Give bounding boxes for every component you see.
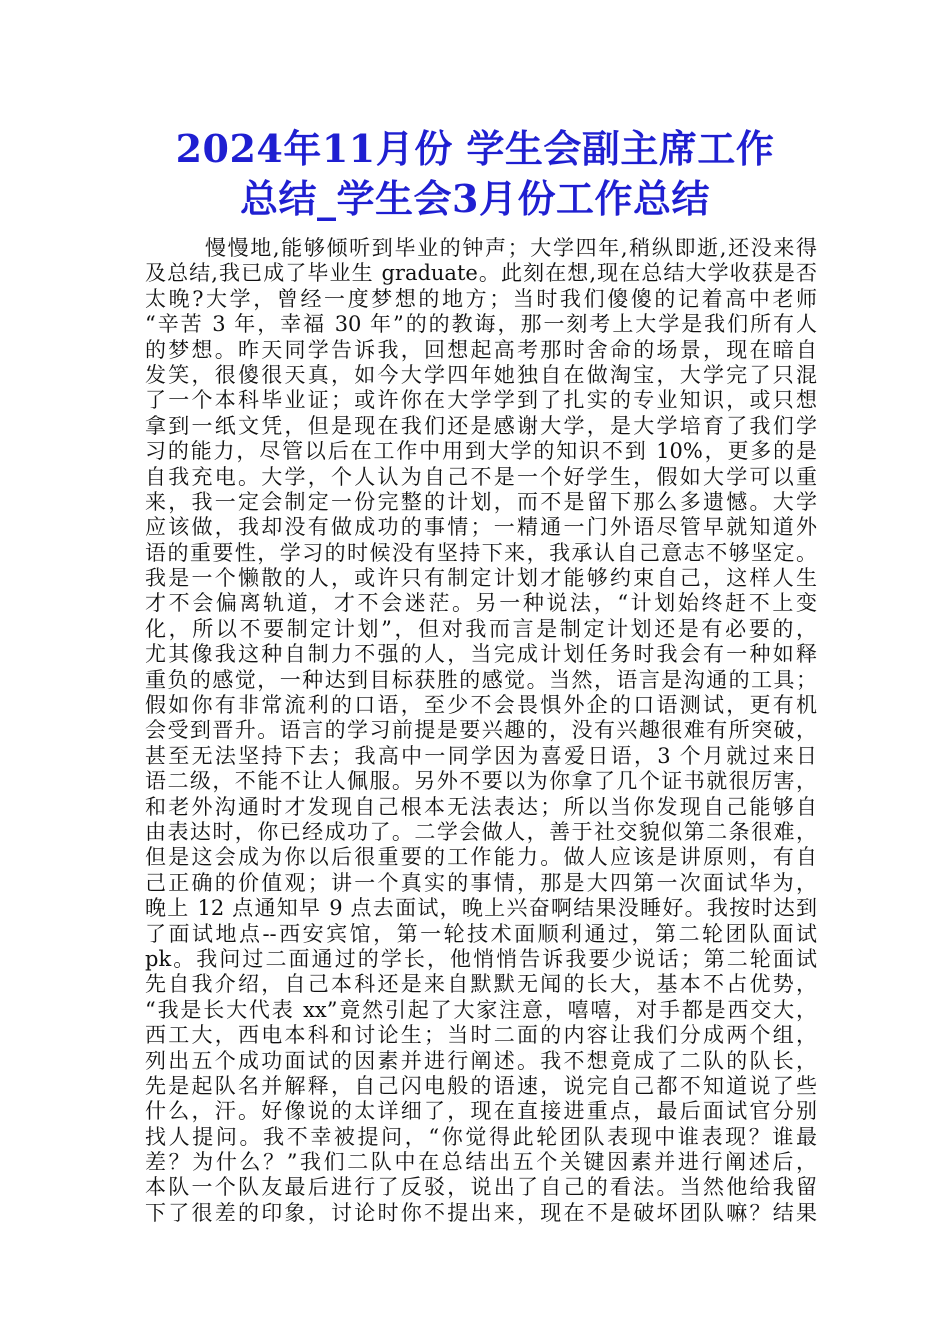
- body-line: 列出五个成功面试的因素并进行阐述。我不想竟成了二队的队长，: [145, 1048, 817, 1073]
- body-line: 晚上 12 点通知早 9 点去面试，晚上兴奋啊结果没睡好。我按时达到: [145, 896, 817, 921]
- body-line: 本队一个队友最后进行了反驳，说出了自己的看法。当然他给我留: [145, 1175, 817, 1200]
- body-line: 差？为什么？”我们二队中在总结出五个关键因素并进行阐述后，: [145, 1150, 817, 1175]
- body-line: 了面试地点--西安宾馆，第一轮技术面顺利通过，第二轮团队面试: [145, 921, 817, 946]
- body-line: 拿到一纸文凭，但是现在我们还是感谢大学，是大学培育了我们学: [145, 413, 817, 438]
- body-line: 了一个本科毕业证；或许你在大学学到了扎实的专业知识，或只想: [145, 388, 817, 413]
- body-line: 甚至无法坚持下去；我高中一同学因为喜爱日语，3 个月就过来日: [145, 743, 817, 768]
- body-line: 才不会偏离轨道，才不会迷茫。另一种说法，“计划始终赶不上变: [145, 591, 817, 616]
- body-line: 自我充电。大学，个人认为自己不是一个好学生，假如大学可以重: [145, 464, 817, 489]
- body-line: 语的重要性，学习的时候没有坚持下来，我承认自己意志不够坚定。: [145, 540, 817, 565]
- body-line: 慢慢地,能够倾听到毕业的钟声；大学四年,稍纵即逝,还没来得: [205, 236, 817, 260]
- body-line: “辛苦 3 年，幸福 30 年”的的教诲，那一刻考上大学是我们所有人: [145, 312, 817, 337]
- body-line: 化，所以不要制定计划”，但对我而言是制定计划还是有必要的，: [145, 616, 817, 641]
- body-line: 习的能力，尽管以后在工作中用到大学的知识不到 10%，更多的是: [145, 439, 817, 464]
- body-line: 我是一个懒散的人，或许只有制定计划才能够约束自己，这样人生: [145, 566, 817, 591]
- body-line: 由表达时，你已经成功了。二学会做人，善于社交貌似第二条很难，: [145, 819, 817, 844]
- body-line: 己正确的价值观；讲一个真实的事情，那是大四第一次面试华为，: [145, 870, 817, 895]
- title-line-2: 总结_学生会3月份工作总结: [240, 176, 710, 221]
- body-line: 重负的感觉，一种达到目标获胜的感觉。当然，语言是沟通的工具；: [145, 667, 817, 692]
- document-title: [120, 124, 830, 224]
- body-line: 会受到晋升。语言的学习前提是要兴趣的，没有兴趣很难有所突破，: [145, 718, 817, 743]
- body-line: 太晚?大学，曾经一度梦想的地方；当时我们傻傻的记着高中老师: [145, 286, 817, 311]
- body-line: 西工大，西电本科和讨论生；当时二面的内容让我们分成两个组，: [145, 1023, 817, 1048]
- body-line: 尤其像我这种自制力不强的人，当完成计划任务时我会有一种如释: [145, 642, 817, 667]
- body-line: 发笑，很傻很天真，如今大学四年她独自在做淘宝，大学完了只混: [145, 362, 817, 387]
- body-line: 但是这会成为你以后很重要的工作能力。做人应该是讲原则，有自: [145, 845, 817, 870]
- body-line: 假如你有非常流利的口语，至少不会畏惧外企的口语测试，更有机: [145, 693, 817, 718]
- body-line: 和老外沟通时才发现自己根本无法表达；所以当你发现自己能够自: [145, 794, 817, 819]
- body-line: 先自我介绍，自己本科还是来自默默无闻的长大，基本不占优势，: [145, 972, 817, 997]
- body-line: “我是长大代表 xx”竟然引起了大家注意，嘻嘻，对手都是西交大，: [145, 997, 817, 1022]
- body-line: 语二级，不能不让人佩服。另外不要以为你拿了几个证书就很厉害，: [145, 769, 817, 794]
- body-line: 及总结,我已成了毕业生 graduate。此刻在想,现在总结大学收获是否: [145, 261, 817, 286]
- body-line: 来，我一定会制定一份完整的计划，而不是留下那么多遗憾。大学: [145, 489, 817, 514]
- body-line: 的梦想。昨天同学告诉我，回想起高考那时舍命的场景，现在暗自: [145, 337, 817, 362]
- body-line: pk。我问过二面通过的学长，他悄悄告诉我要少说话；第二轮面试: [145, 946, 817, 971]
- document-body: [145, 236, 817, 1226]
- body-line: 什么，汗。好像说的太详细了，现在直接进重点，最后面试官分别: [145, 1099, 817, 1124]
- title-line-1: 2024年11月份 学生会副主席工作: [175, 126, 775, 171]
- body-line: 找人提问。我不幸被提问，“你觉得此轮团队表现中谁表现？谁最: [145, 1124, 817, 1149]
- body-line: 下了很差的印象，讨论时你不提出来，现在不是破坏团队嘛？结果: [145, 1200, 817, 1225]
- body-line: 先是起队名并解释，自己闪电般的语速，说完自己都不知道说了些: [145, 1073, 817, 1098]
- body-line: 应该做，我却没有做成功的事情；一精通一门外语尽管早就知道外: [145, 515, 817, 540]
